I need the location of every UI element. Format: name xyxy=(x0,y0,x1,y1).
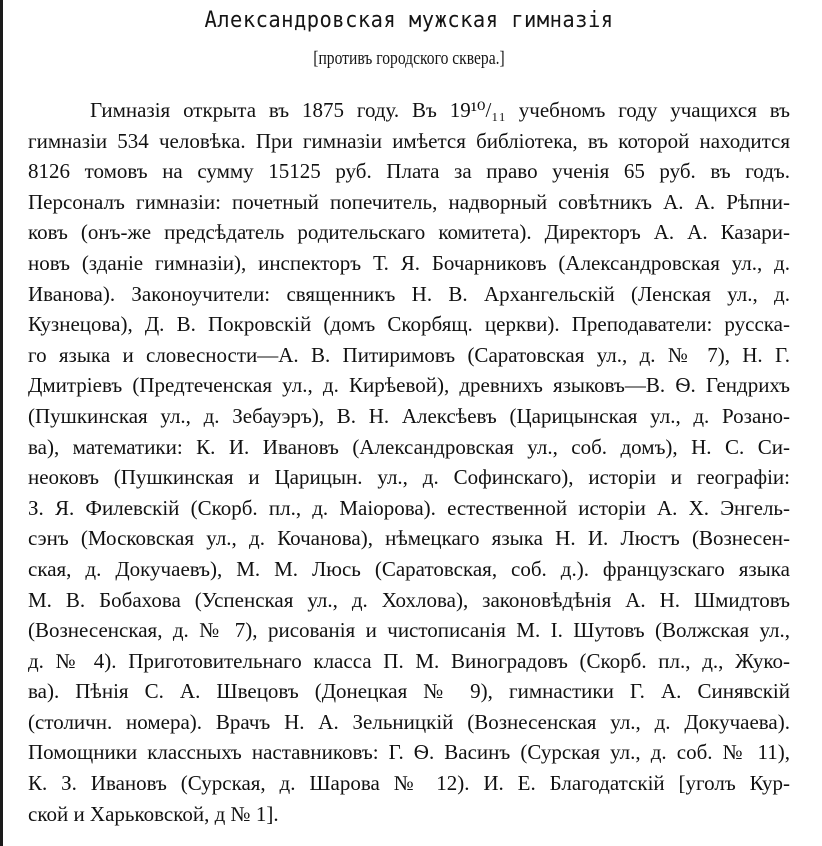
text-line: Кузнецова), Д. В. Покровскій (домъ Скорбящ. церкви). Преподаватели: русска- xyxy=(28,312,790,337)
text-line: (Вознесенская, д. № 7), рисованія и чистописанія М. І. Шутовъ (Волжская ул., xyxy=(28,618,790,643)
document-body xyxy=(28,95,790,829)
text-line: сэнъ (Московская ул., д. Кочанова), нѣмецкаго языка Н. И. Люстъ (Вознесен- xyxy=(28,526,790,551)
text-line: неоковъ (Пушкинская и Царицын. ул., д. Софинскаго), исторіи и географіи: xyxy=(28,465,790,490)
text-line: гимназіи 534 человѣка. При гимназіи имѣется библіотека, въ которой находится xyxy=(28,128,790,153)
text-line: Персоналъ гимназіи: почетный попечитель, надворный совѣтникъ А. А. Рѣпни- xyxy=(28,189,790,214)
text-line: ва), математики: К. И. Ивановъ (Александровская ул., соб. домъ), Н. С. Си- xyxy=(28,434,790,459)
text-line: З. Я. Филевскій (Скорб. пл., д. Маіорова). естественной исторіи А. Х. Энгель- xyxy=(28,495,790,520)
text-line: К. З. Ивановъ (Сурская, д. Шарова № 12). И. Е. Благодатскій [уголъ Кур- xyxy=(28,771,790,796)
text-line: ской и Харьковской, д № 1]. xyxy=(28,801,279,826)
text-line: д. № 4). Приготовительнаго класса П. М. Виноградовъ (Скорб. пл., д., Жуко- xyxy=(28,648,790,673)
text-line: Гимназія открыта въ 1875 году. Въ 19¹⁰/₁₁ учебномъ году учащихся въ xyxy=(90,98,790,122)
text-line: ковъ (онъ-же предсѣдатель родительскаго комитета). Директоръ А. А. Казари- xyxy=(28,220,790,245)
text-line: (столичн. номера). Врачъ Н. А. Зельницкій (Вознесенская ул., д. Докучаева). xyxy=(28,709,790,734)
text-line: ская, д. Докучаевъ), М. М. Люсь (Саратовская, соб. д.). французскаго языка xyxy=(28,556,790,581)
text-line: 8126 томовъ на сумму 15125 руб. Плата за право ученія 65 руб. въ годъ. xyxy=(28,159,790,184)
document-title: Александровская мужская гимназія xyxy=(204,8,614,33)
page-left-border xyxy=(0,0,3,846)
text-line: го языка и словесности—А. В. Питиримовъ (Саратовская ул., д. № 7), Н. Г. xyxy=(28,342,790,367)
text-line: ва). Пѣнія С. А. Швецовъ (Донецкая № 9), гимнастики Г. А. Синявскій xyxy=(28,679,790,704)
text-line: новъ (зданіе гимназіи), инспекторъ Т. Я. Бочарниковъ (Александровская ул., д. xyxy=(28,250,790,275)
text-line: Помощники классныхъ наставниковъ: Г. Ѳ. Васинъ (Сурская ул., д. соб. № 11), xyxy=(28,740,790,765)
text-line: М. В. Бобахова (Успенская ул., д. Хохлова), законовѣдѣнія А. Н. Шмидтовъ xyxy=(28,587,790,612)
text-line: Иванова). Законоучители: священникъ Н. В. Архангельскій (Ленская ул., д. xyxy=(28,281,790,306)
text-line: (Пушкинская ул., д. Зебауэръ), В. Н. Алексѣевъ (Царицынская ул., д. Розано- xyxy=(28,403,790,428)
document-subtitle: [противъ городского сквера.] xyxy=(313,48,505,69)
text-line: Дмитріевъ (Предтеченская ул., д. Кирѣевой), древнихъ языковъ—В. Ѳ. Гендрихъ xyxy=(28,373,790,398)
